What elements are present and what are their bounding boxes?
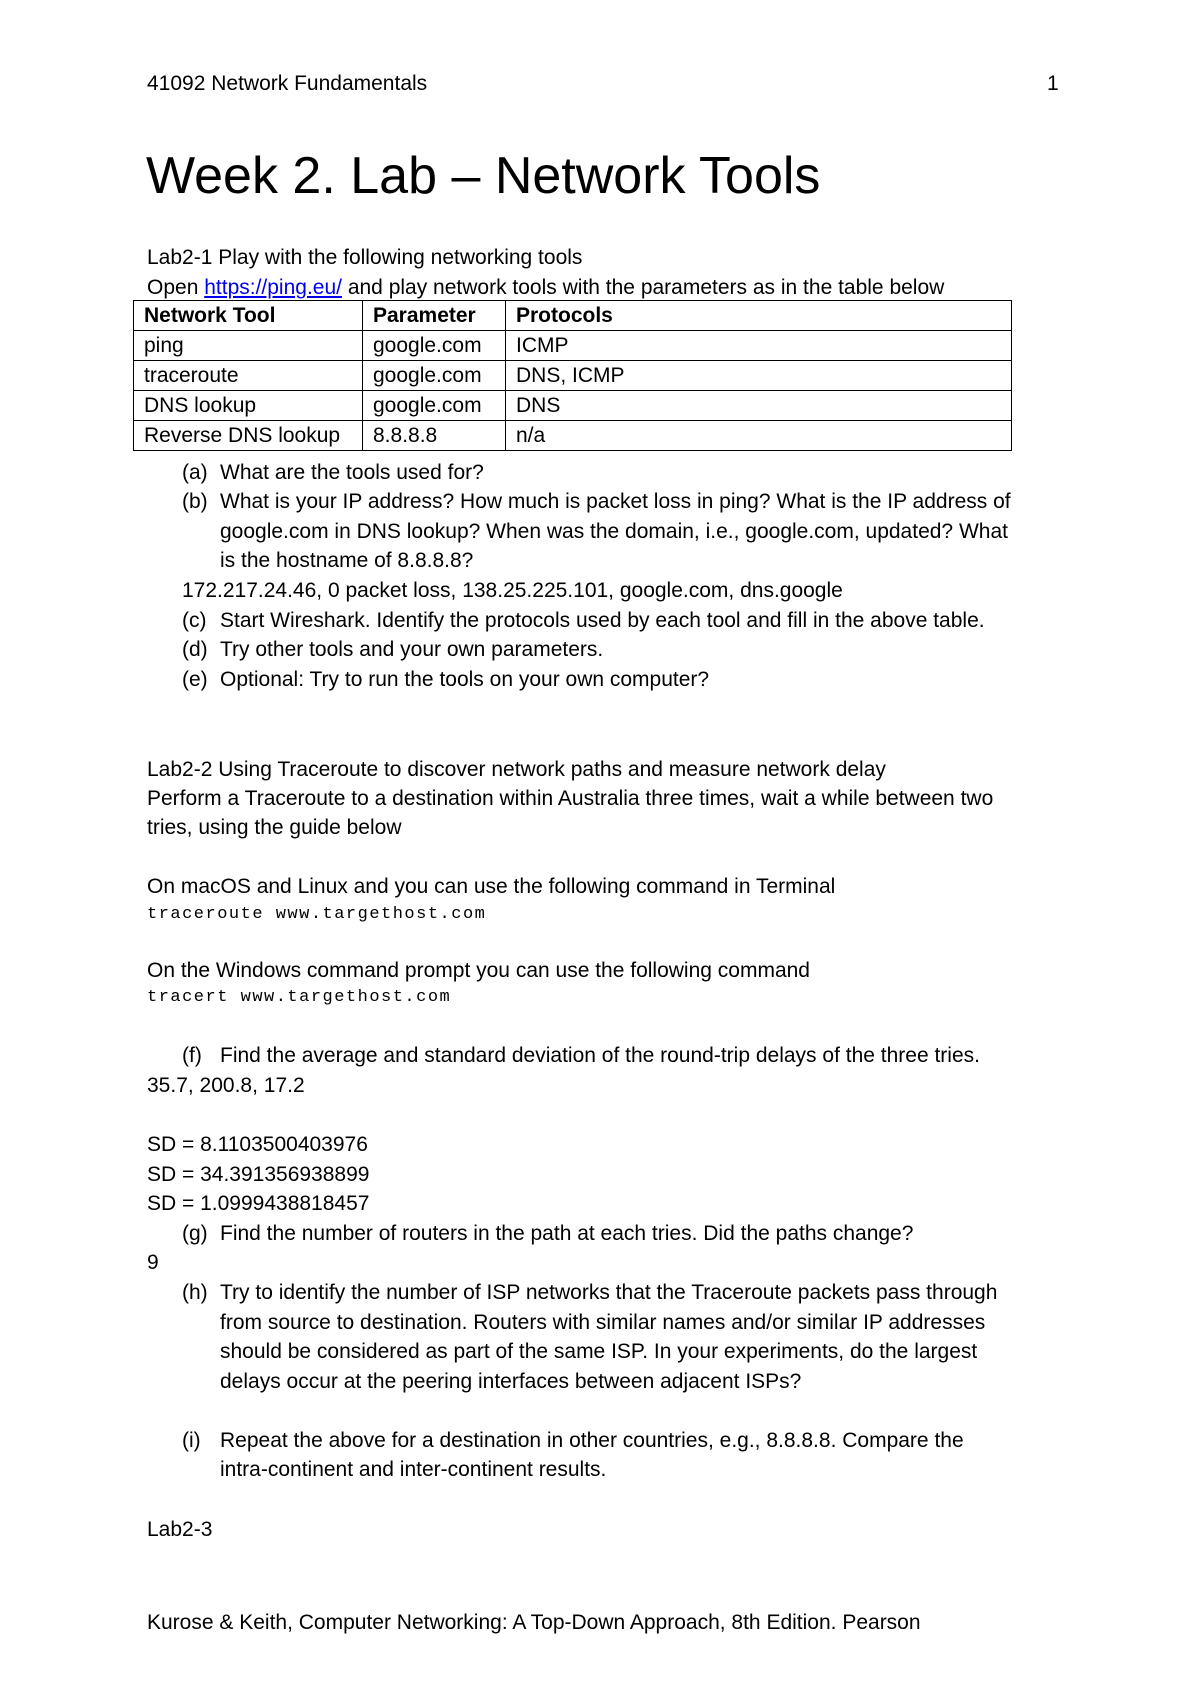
question-g-text: Find the number of routers in the path at each tries. Did the paths change? — [220, 1222, 914, 1245]
question-b-line3: is the hostname of 8.8.8.8? — [220, 549, 474, 572]
table-header: Network Tool — [134, 301, 363, 331]
sd-value-3: SD = 1.0999438818457 — [147, 1192, 370, 1215]
table-cell: Reverse DNS lookup — [134, 421, 363, 451]
table-header: Parameter — [363, 301, 506, 331]
course-header: 41092 Network Fundamentals — [147, 72, 428, 95]
table-row — [134, 331, 1012, 361]
lab2-intro-line2: tries, using the guide below — [147, 816, 402, 839]
table-cell: DNS — [506, 391, 1012, 421]
answer-g: 9 — [147, 1251, 159, 1274]
table-cell: traceroute — [134, 361, 363, 391]
table-cell: google.com — [363, 361, 506, 391]
question-i-line1: Repeat the above for a destination in other countries, e.g., 8.8.8.8. Compare the — [220, 1429, 964, 1452]
question-h-label: (h) — [182, 1281, 208, 1304]
question-a-text: What are the tools used for? — [220, 461, 484, 484]
table-cell: google.com — [363, 331, 506, 361]
question-b-label: (b) — [182, 490, 208, 513]
question-a-label: (a) — [182, 461, 208, 484]
question-c-text: Start Wireshark. Identify the protocols used by each tool and fill in the above table. — [220, 609, 985, 632]
table-header-row — [134, 301, 1012, 331]
question-c-label: (c) — [182, 609, 207, 632]
open-prefix: Open — [147, 276, 205, 299]
lab2-heading: Lab2-2 Using Traceroute to discover network paths and measure network delay — [147, 758, 886, 781]
question-h-line4: delays occur at the peering interfaces between adjacent ISPs? — [220, 1370, 802, 1393]
question-h-line3: should be considered as part of the same ISP. In your experiments, do the largest — [220, 1340, 978, 1363]
lab1-open-line — [147, 273, 944, 302]
macos-command: traceroute www.targethost.com — [147, 905, 487, 924]
footer-reference: Kurose & Keith, Computer Networking: A Top-Down Approach, 8th Edition. Pearson — [147, 1611, 921, 1634]
ping-eu-link[interactable]: https://ping.eu/ — [204, 276, 342, 299]
page-title: Week 2. Lab – Network Tools — [146, 147, 821, 205]
table-cell: ping — [134, 331, 363, 361]
question-b-line2: google.com in DNS lookup? When was the domain, i.e., google.com, updated? What — [220, 520, 1008, 543]
answer-b: 172.217.24.46, 0 packet loss, 138.25.225.101, google.com, dns.google — [182, 579, 843, 602]
question-i-label: (i) — [182, 1429, 201, 1452]
table-cell: google.com — [363, 391, 506, 421]
network-tools-table — [133, 300, 1012, 451]
lab1-heading: Lab2-1 Play with the following networking tools — [147, 246, 583, 269]
question-b-line1: What is your IP address? How much is packet loss in ping? What is the IP address of — [220, 490, 1011, 513]
table-row — [134, 391, 1012, 421]
table-cell: 8.8.8.8 — [363, 421, 506, 451]
sd-value-2: SD = 34.391356938899 — [147, 1163, 370, 1186]
table-cell: n/a — [506, 421, 1012, 451]
table-row — [134, 361, 1012, 391]
question-f-label: (f) — [182, 1044, 202, 1067]
lab2-intro-line1: Perform a Traceroute to a destination within Australia three times, wait a while between two — [147, 787, 994, 810]
table-header: Protocols — [506, 301, 1012, 331]
question-g-label: (g) — [182, 1222, 208, 1245]
sd-value-1: SD = 8.1103500403976 — [147, 1133, 368, 1156]
table-cell: DNS lookup — [134, 391, 363, 421]
lab3-heading: Lab2-3 — [147, 1518, 213, 1541]
question-i-line2: intra-continent and inter-continent results. — [220, 1458, 607, 1481]
answer-f: 35.7, 200.8, 17.2 — [147, 1074, 305, 1097]
question-h-line1: Try to identify the number of ISP networks that the Traceroute packets pass through — [220, 1281, 998, 1304]
windows-instruction: On the Windows command prompt you can use the following command — [147, 959, 810, 982]
table-cell: ICMP — [506, 331, 1012, 361]
table-row — [134, 421, 1012, 451]
macos-instruction: On macOS and Linux and you can use the following command in Terminal — [147, 875, 836, 898]
question-e-text: Optional: Try to run the tools on your own computer? — [220, 668, 710, 691]
open-suffix: and play network tools with the parameters as in the table below — [341, 276, 945, 299]
question-f-text: Find the average and standard deviation of the round-trip delays of the three tries. — [220, 1044, 980, 1067]
question-d-label: (d) — [182, 638, 208, 661]
question-h-line2: from source to destination. Routers with similar names and/or similar IP addresses — [220, 1311, 986, 1334]
question-d-text: Try other tools and your own parameters. — [220, 638, 604, 661]
windows-command: tracert www.targethost.com — [147, 988, 452, 1007]
table-cell: DNS, ICMP — [506, 361, 1012, 391]
question-e-label: (e) — [182, 668, 208, 691]
page-number: 1 — [1047, 72, 1059, 95]
